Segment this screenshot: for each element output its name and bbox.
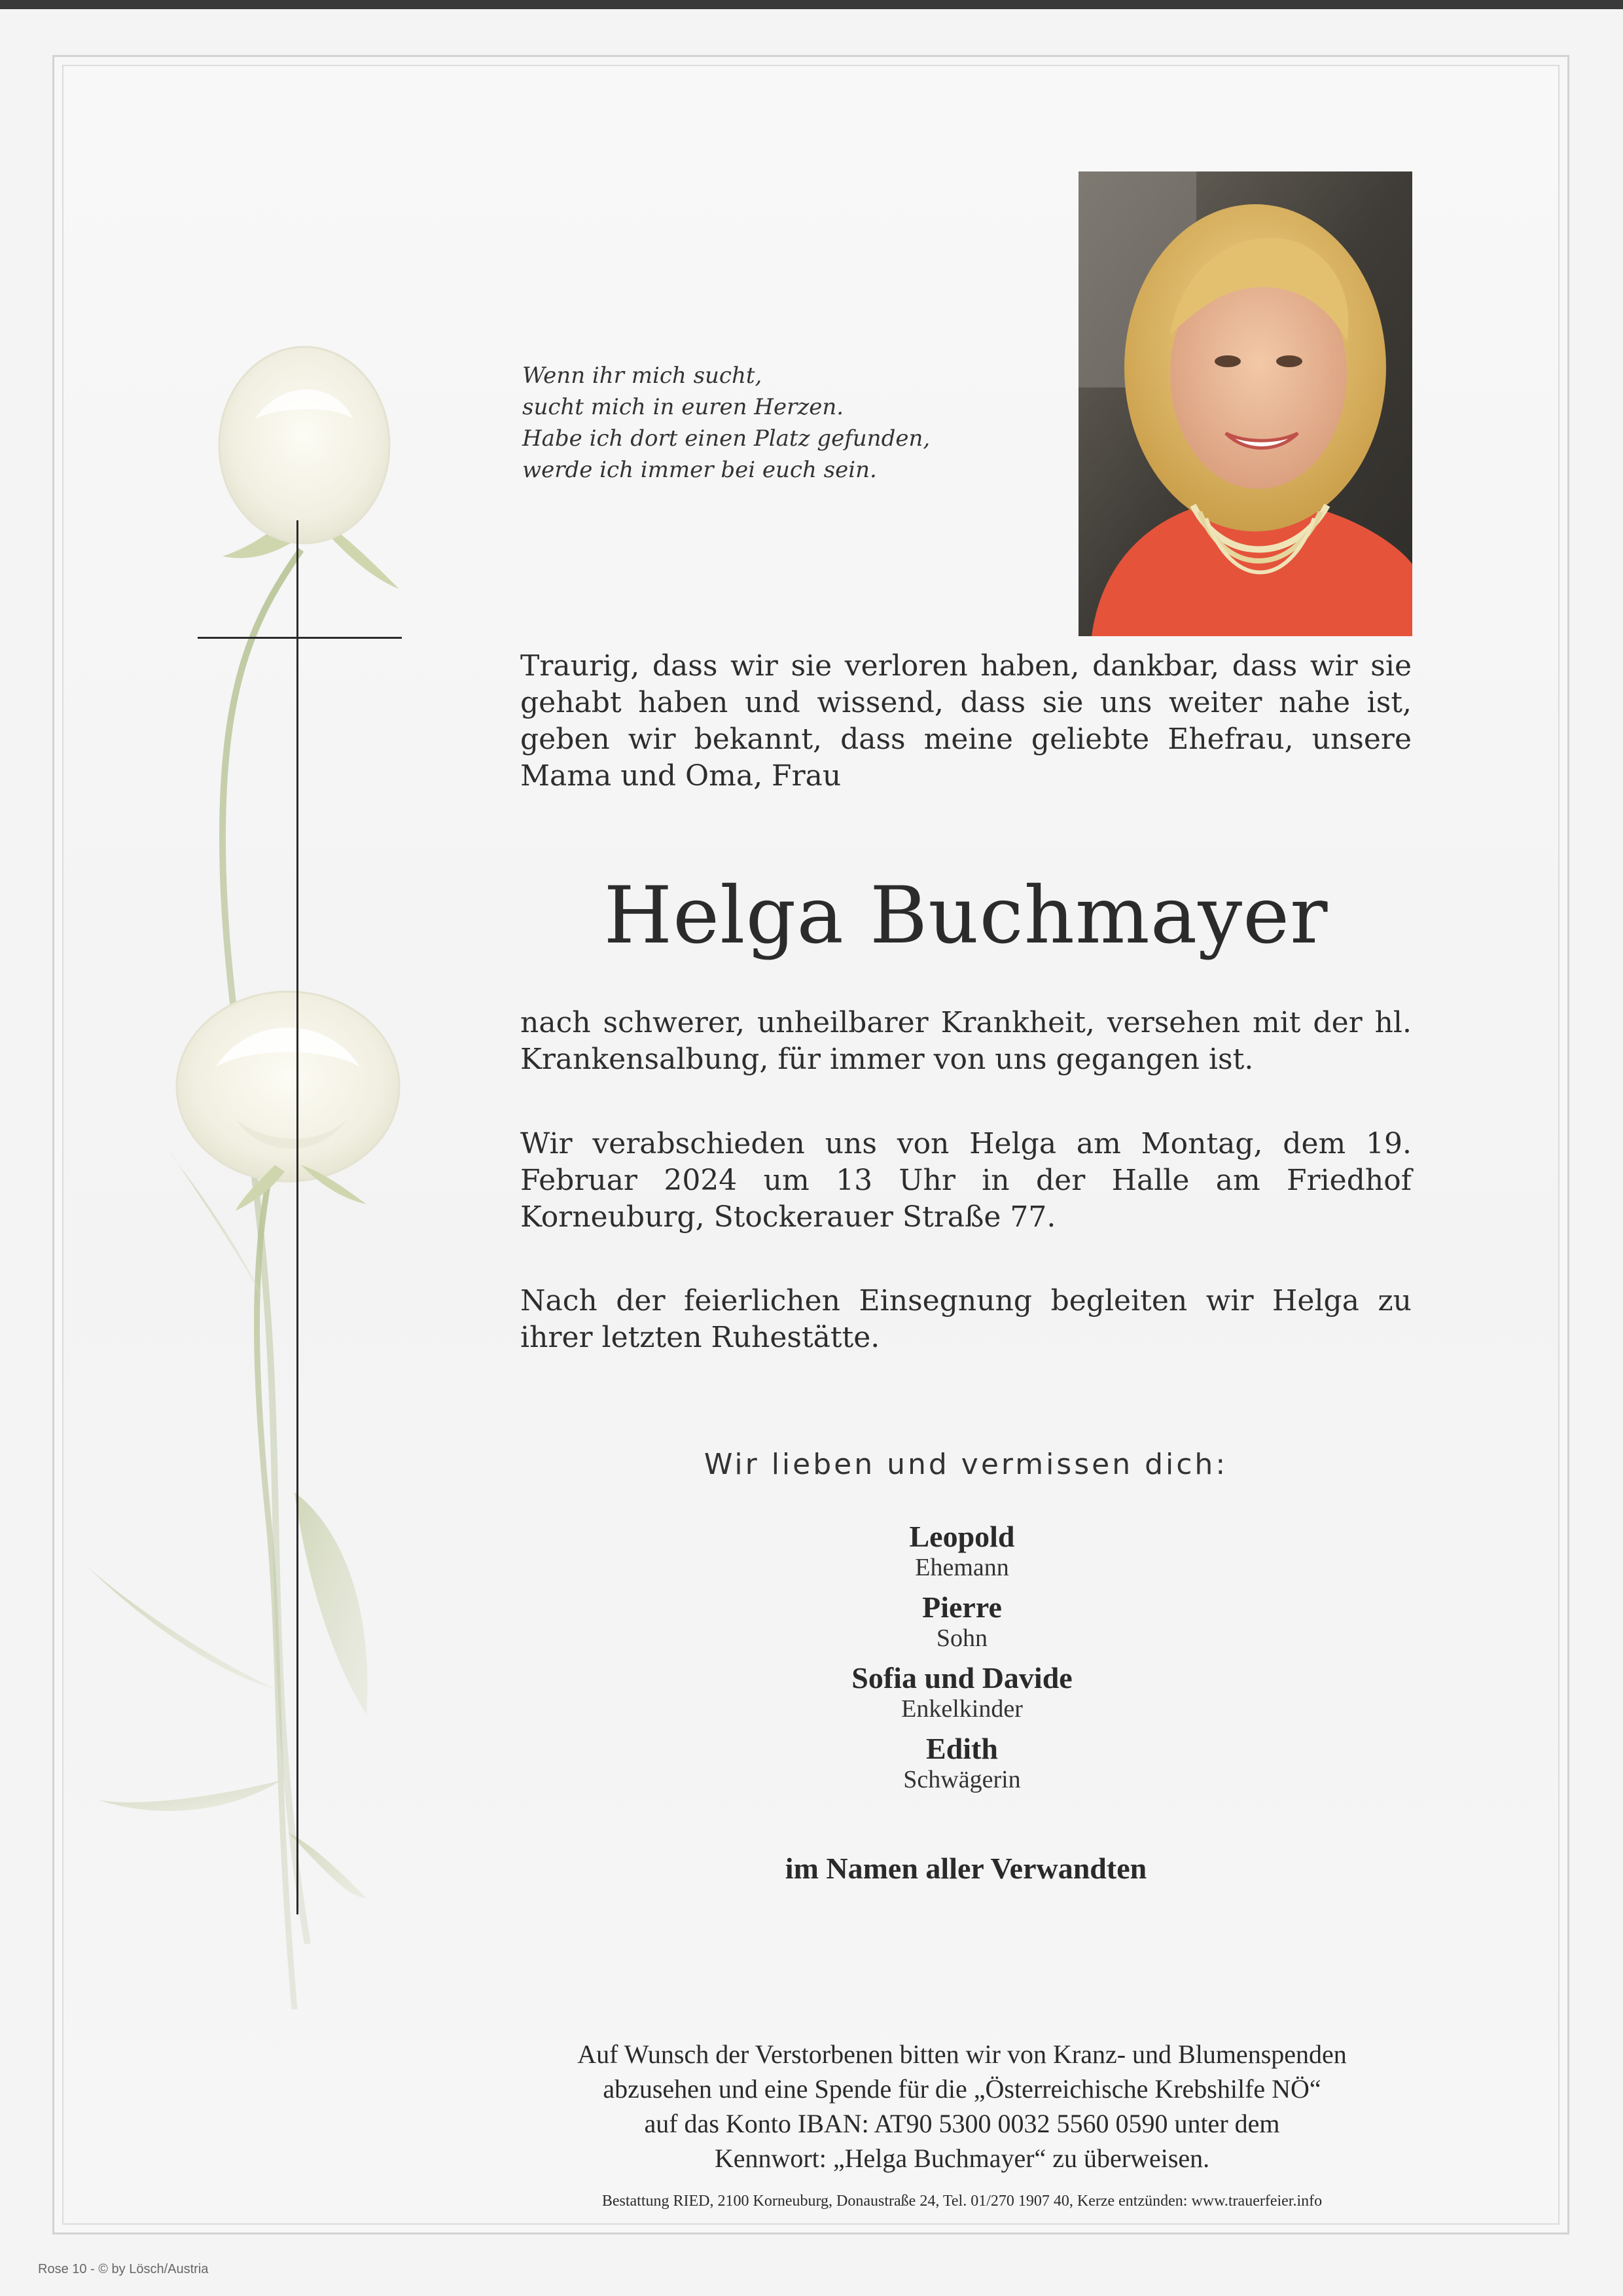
copyright-note: Rose 10 - © by Lösch/Austria: [38, 2262, 209, 2276]
funeral-home-footer: Bestattung RIED, 2100 Korneuburg, Donaustraße 24, Tel. 01/270 1907 40, Kerze entzünden: www.trauerfeier.info: [601, 2193, 1323, 2210]
donation-line: Kennwort: „Helga Buchmayer“ zu überweisen.: [714, 2144, 1210, 2173]
portrait-illustration: [1079, 171, 1412, 636]
mourner-role: Enkelkinder: [901, 1695, 1023, 1723]
love-line: Wir lieben und vermissen dich:: [704, 1448, 1228, 1481]
rose-leaf: [85, 1564, 275, 1689]
burial-text: Nach der feierlichen Einsegnung begleiten wir Helga zu ihrer letzten Ruhestätte.: [520, 1284, 1412, 1354]
rose-bud-top: [219, 347, 389, 543]
mourner-name: Edith: [926, 1732, 998, 1765]
mourner-entry: [766, 1520, 1158, 1581]
intro-text: Traurig, dass wir sie verloren haben, dankbar, dass wir sie gehabt haben und wissend, dass sie uns weiter nahe ist, geben wir bekannt, dass meine geliebte Ehefrau, unsere Mama und Oma, Frau: [520, 649, 1412, 793]
donation-line: auf das Konto IBAN: AT90 5300 0032 5560 0590 unter dem: [644, 2109, 1280, 2138]
death-notice-text: nach schwerer, unheilbarer Krankheit, versehen mit der hl. Krankensalbung, für immer von uns gegangen ist.: [520, 1006, 1412, 1076]
mourner-name: Pierre: [922, 1590, 1002, 1624]
funeral-details-text: Wir verabschieden uns von Helga am Montag, dem 19. Februar 2024 um 13 Uhr in der Halle am Friedhof Korneuburg, Stockerauer Straße 77.: [520, 1127, 1412, 1234]
rose-bloom-lower: [177, 992, 399, 1181]
mourner-entry: [766, 1590, 1158, 1652]
poem-line: werde ich immer bei euch sein.: [522, 457, 877, 483]
mourner-entry: [766, 1661, 1158, 1723]
deceased-name: Helga Buchmayer: [603, 870, 1329, 961]
donation-line: Auf Wunsch der Verstorbenen bitten wir von Kranz- und Blumenspenden: [577, 2039, 1347, 2069]
cross-vertical: [296, 520, 298, 1914]
scan-edge: [0, 0, 1623, 9]
rose-leaf: [294, 1492, 368, 1715]
mourners-list: [766, 1520, 1158, 1803]
mourner-role: Schwägerin: [903, 1766, 1021, 1793]
poem-line: sucht mich in euren Herzen.: [522, 394, 844, 420]
mourner-role: Ehemann: [915, 1554, 1009, 1581]
portrait-photo: [1079, 171, 1412, 636]
rose-leaf: [98, 1780, 281, 1811]
mourner-name: Leopold: [909, 1520, 1015, 1553]
poem: [522, 360, 1033, 486]
donation-line: abzusehen und eine Spende für die „Österreichische Krebshilfe NÖ“: [603, 2074, 1321, 2104]
donation-request: [458, 2037, 1466, 2176]
cross-horizontal: [198, 637, 402, 639]
poem-line: Habe ich dort einen Platz gefunden,: [522, 425, 931, 452]
mourner-name: Sofia und Davide: [851, 1661, 1073, 1695]
closing-line: im Namen aller Verwandten: [785, 1852, 1147, 1885]
rose-illustration: [59, 340, 504, 2042]
mourner-role: Sohn: [936, 1624, 988, 1652]
rose-stem-1: [223, 550, 308, 1944]
poem-line: Wenn ihr mich sucht,: [522, 363, 762, 389]
mourner-entry: [766, 1732, 1158, 1793]
